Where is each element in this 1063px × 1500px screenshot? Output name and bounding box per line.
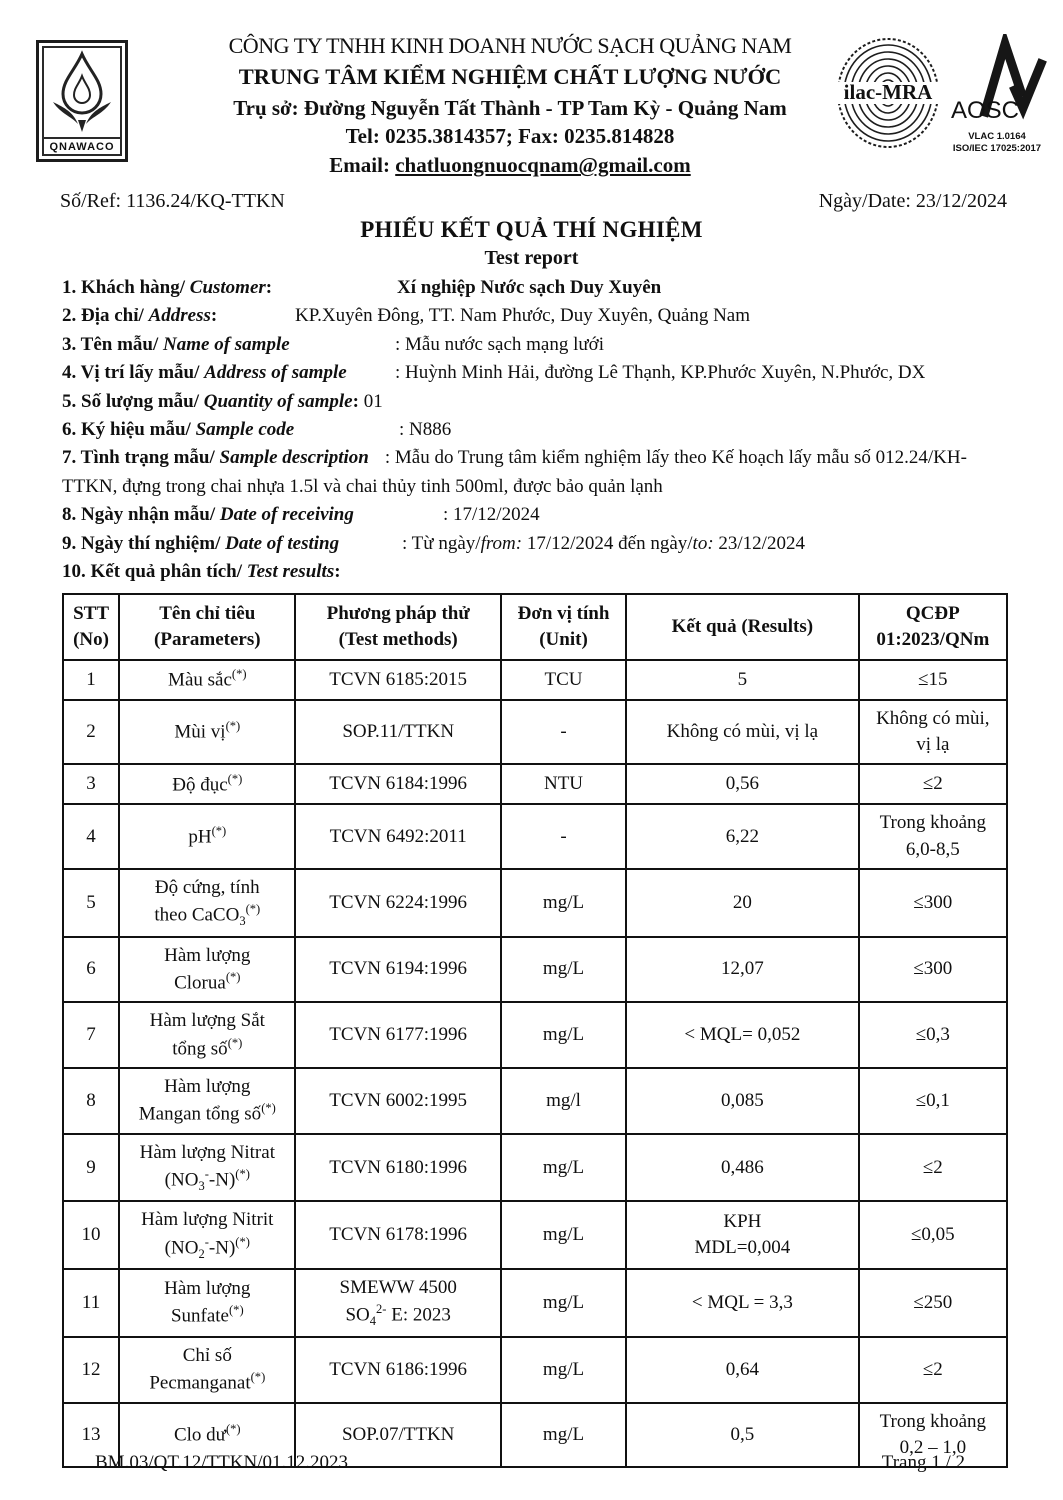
col-header-parameter: Tên chỉ tiêu (Parameters)	[119, 594, 295, 660]
cell-result: 0,486	[626, 1134, 858, 1202]
cell-unit: mg/L	[501, 937, 626, 1003]
cell-stt: 1	[63, 660, 119, 700]
cell-parameter: Hàm lượng Nitrit $(NO_2^--N)^{(*)}$	[119, 1201, 295, 1269]
cell-result: 6,22	[626, 804, 858, 868]
logo-label: QNAWACO	[44, 137, 120, 154]
results-table-body	[63, 660, 1007, 1467]
col-header-unit: Đơn vị tính (Unit)	[501, 594, 626, 660]
cell-method: TCVN 6184:1996	[295, 764, 500, 804]
col-header-result: Kết quả (Results)	[626, 594, 858, 660]
cell-parameter: Màu sắc(*)	[119, 660, 295, 700]
cell-limit: ≤2	[859, 764, 1007, 804]
info-item-test-results: 10. Kết quả phân tích/ Test results:	[62, 561, 341, 583]
col-header-limit: QCĐP 01:2023/QNm	[859, 594, 1007, 660]
aosc-mountain-check-icon	[947, 34, 1047, 126]
cell-unit: mg/L	[501, 1002, 626, 1068]
page-number: Trang 1 / 2	[881, 1452, 965, 1473]
cell-method: TCVN 6194:1996	[295, 937, 500, 1003]
iso-code: ISO/IEC 17025:2017	[952, 142, 1042, 154]
col-header-stt: STT (No)	[63, 594, 119, 660]
water-drop-hands-icon	[44, 48, 120, 137]
table-row	[63, 764, 1007, 804]
cell-parameter: Độ đục(*)	[119, 764, 295, 804]
cell-unit: TCU	[501, 660, 626, 700]
ref-row	[60, 190, 1007, 213]
cell-parameter: pH(*)	[119, 804, 295, 868]
ref-number: Số/Ref: 1136.24/KQ-TTKN	[60, 190, 285, 212]
cell-limit: Trong khoảng 0,2 – 1,0	[859, 1403, 1007, 1467]
cell-parameter: Chỉ số Pecmanganat(*)	[119, 1337, 295, 1403]
cell-stt: 8	[63, 1068, 119, 1134]
table-row	[63, 700, 1007, 764]
cell-limit: ≤0,1	[859, 1068, 1007, 1134]
cell-unit: mg/L	[501, 1134, 626, 1202]
table-row	[63, 1068, 1007, 1134]
cell-stt: 2	[63, 700, 119, 764]
cell-method: TCVN 6224:1996	[295, 869, 500, 937]
cell-parameter: Hàm lượng Sunfate(*)	[119, 1269, 295, 1337]
cell-stt: 9	[63, 1134, 119, 1202]
cell-result: 12,07	[626, 937, 858, 1003]
cell-stt: 13	[63, 1403, 119, 1467]
cell-parameter: Hàm lượng Mangan tổng số(*)	[119, 1068, 295, 1134]
cell-stt: 3	[63, 764, 119, 804]
cell-result: < MQL= 0,052	[626, 1002, 858, 1068]
info-item-sample-address: 4. Vị trí lấy mẫu/ Address of sample : Huỳnh Minh Hải, đường Lê Thạnh, KP.Phước Xuyên, N.Phước, DX	[62, 362, 926, 384]
info-item-customer: 1. Khách hàng/ Customer: Xí nghiệp Nước sạch Duy Xuyên	[62, 277, 662, 298]
cell-stt: 5	[63, 869, 119, 937]
address-line: Trụ sở: Đường Nguyễn Tất Thành - TP Tam Kỳ - Quảng Nam	[233, 95, 787, 120]
cell-method: TCVN 6492:2011	[295, 804, 500, 868]
table-row	[63, 869, 1007, 937]
cell-unit: -	[501, 804, 626, 868]
table-row	[63, 1201, 1007, 1269]
cell-stt: 12	[63, 1337, 119, 1403]
cell-parameter: Hàm lượng Clorua(*)	[119, 937, 295, 1003]
email-line	[140, 152, 880, 179]
info-item-sample-name: 3. Tên mẫu/ Name of sample : Mẫu nước sạch mạng lưới	[62, 333, 605, 355]
table-row	[63, 1269, 1007, 1337]
info-item-sample-description: 7. Tình trạng mẫu/ Sample description : Mẫu do Trung tâm kiểm nghiệm lấy theo Kế hoạch lấy mẫu số 012.24/KH-TTKN, đựng trong chai nhựa 1.5l và chai thủy tinh 500ml, được bảo quản lạnh	[62, 447, 967, 497]
results-table	[62, 593, 1008, 1468]
info-item-quantity: 5. Số lượng mẫu/ Quantity of sample: 01	[62, 390, 383, 412]
cell-method: TCVN 6180:1996	[295, 1134, 500, 1202]
letterhead-text	[140, 32, 880, 179]
table-row	[63, 804, 1007, 868]
cell-stt: 10	[63, 1201, 119, 1269]
cell-result: 0,5	[626, 1403, 858, 1467]
table-row	[63, 1134, 1007, 1202]
info-item-date-testing: 9. Ngày thí nghiệm/ Date of testing : Từ ngày/from: 17/12/2024 đến ngày/to: 23/12/2024	[62, 532, 805, 554]
ilac-mra-seal-icon	[834, 34, 942, 157]
table-row	[63, 937, 1007, 1003]
cell-limit: ≤0,05	[859, 1201, 1007, 1269]
cell-unit: mg/L	[501, 1201, 626, 1269]
table-row	[63, 660, 1007, 700]
cell-method: TCVN 6002:1995	[295, 1068, 500, 1134]
cell-limit: ≤2	[859, 1134, 1007, 1202]
cell-limit: Trong khoảng 6,0-8,5	[859, 804, 1007, 868]
cell-method: TCVN 6186:1996	[295, 1337, 500, 1403]
cell-parameter: Mùi vị(*)	[119, 700, 295, 764]
cell-limit: ≤15	[859, 660, 1007, 700]
report-date: Ngày/Date: 23/12/2024	[818, 190, 1007, 212]
cell-limit: Không có mùi, vị lạ	[859, 700, 1007, 764]
form-code: BM.03/QT.12/TTKN/01.12.2023	[95, 1452, 348, 1473]
cell-result: 20	[626, 869, 858, 937]
cell-result: 0,64	[626, 1337, 858, 1403]
cell-result: 0,56	[626, 764, 858, 804]
cell-result: 0,085	[626, 1068, 858, 1134]
cell-unit: mg/L	[501, 1403, 626, 1467]
info-item-sample-code: 6. Ký hiệu mẫu/ Sample code : N886	[62, 419, 452, 441]
cell-parameter: Hàm lượng Sắt tổng số(*)	[119, 1002, 295, 1068]
page-footer	[95, 1452, 965, 1474]
cell-result: < MQL = 3,3	[626, 1269, 858, 1337]
cell-result: KPH MDL=0,004	[626, 1201, 858, 1269]
cell-method: TCVN 6185:2015	[295, 660, 500, 700]
company-name: CÔNG TY TNHH KINH DOANH NƯỚC SẠCH QUẢNG NAM	[228, 33, 792, 58]
cell-unit: mg/l	[501, 1068, 626, 1134]
cell-stt: 4	[63, 804, 119, 868]
cell-method: SMEWW 4500 $SO_4^{2-}$ E: 2023	[295, 1269, 500, 1337]
page-subtitle: Test report	[484, 247, 579, 269]
email-label: Email:	[329, 153, 390, 178]
cell-unit: mg/L	[501, 869, 626, 937]
cell-stt: 7	[63, 1002, 119, 1068]
cell-result: 5	[626, 660, 858, 700]
cell-limit: ≤300	[859, 869, 1007, 937]
page-title: PHIẾU KẾT QUẢ THÍ NGHIỆM	[360, 217, 703, 242]
cell-parameter: Clo dư(*)	[119, 1403, 295, 1467]
center-name: TRUNG TÂM KIỂM NGHIỆM CHẤT LƯỢNG NƯỚC	[238, 63, 782, 89]
cell-limit: ≤2	[859, 1337, 1007, 1403]
table-row	[63, 1002, 1007, 1068]
table-header-row	[63, 594, 1007, 660]
cell-method: SOP.07/TTKN	[295, 1403, 500, 1467]
cell-result: Không có mùi, vị lạ	[626, 700, 858, 764]
cell-unit: mg/L	[501, 1269, 626, 1337]
info-item-date-receiving: 8. Ngày nhận mẫu/ Date of receiving : 17/12/2024	[62, 504, 540, 526]
email-link[interactable]: chatluongnuocqnam@gmail.com	[395, 153, 691, 178]
cell-parameter: Hàm lượng Nitrat $(NO_3^--N)^{(*)}$	[119, 1134, 295, 1202]
cell-method: TCVN 6177:1996	[295, 1002, 500, 1068]
cell-unit: mg/L	[501, 1337, 626, 1403]
cell-stt: 6	[63, 937, 119, 1003]
tel-fax-line: Tel: 0235.3814357; Fax: 0235.814828	[345, 124, 675, 149]
letterhead	[0, 0, 1063, 185]
qnawaco-logo	[36, 40, 128, 162]
cell-limit: ≤0,3	[859, 1002, 1007, 1068]
aosc-logo	[946, 34, 1048, 155]
svg-text:AOSC: AOSC	[951, 97, 1020, 124]
cell-parameter: Độ cứng, tính theo CaCO$_3$(*)	[119, 869, 295, 937]
col-header-method: Phương pháp thử (Test methods)	[295, 594, 500, 660]
svg-text:ilac-MRA: ilac-MRA	[843, 80, 933, 104]
vlac-code: VLAC 1.0164	[968, 131, 1026, 142]
info-item-address: 2. Địa chỉ/ Address: KP.Xuyên Đông, TT. Nam Phước, Duy Xuyên, Quảng Nam	[62, 305, 751, 327]
table-row	[63, 1337, 1007, 1403]
cell-method: TCVN 6178:1996	[295, 1201, 500, 1269]
sample-info-list	[62, 274, 1010, 586]
accreditation-logos	[834, 34, 1049, 157]
cell-method: SOP.11/TTKN	[295, 700, 500, 764]
cell-stt: 11	[63, 1269, 119, 1337]
cell-unit: -	[501, 700, 626, 764]
cell-limit: ≤250	[859, 1269, 1007, 1337]
cell-limit: ≤300	[859, 937, 1007, 1003]
cell-unit: NTU	[501, 764, 626, 804]
